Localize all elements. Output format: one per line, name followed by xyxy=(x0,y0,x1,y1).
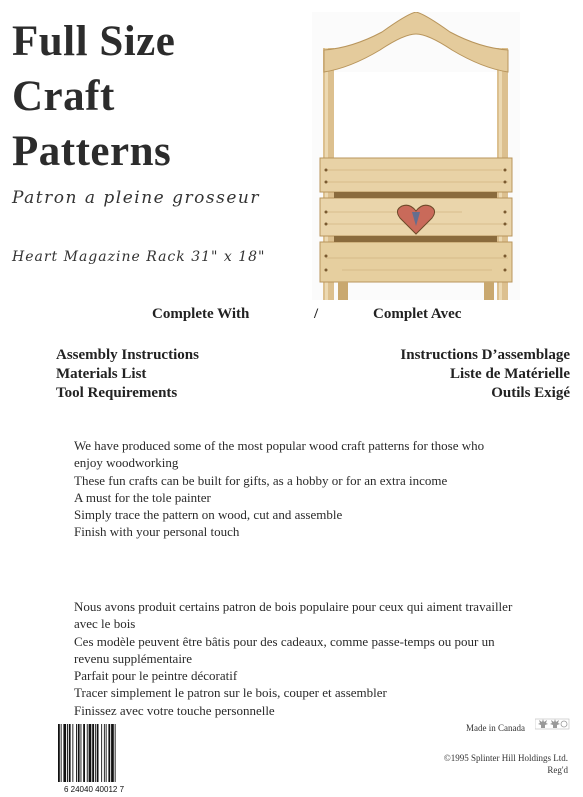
barcode-bar xyxy=(111,724,114,782)
barcode-bar xyxy=(97,724,99,782)
maple-leaf-icon xyxy=(535,717,571,731)
magazine-rack-photo xyxy=(312,12,520,300)
barcode-bar xyxy=(104,724,105,782)
list-item: Outils Exigé xyxy=(491,385,570,401)
product-name: Heart Magazine Rack 31" x 18" xyxy=(12,249,266,265)
barcode-bar xyxy=(78,724,80,782)
barcode-bar xyxy=(89,724,92,782)
title-line-1: Full Size xyxy=(12,18,176,65)
subtitle-french: Patron a pleine grosseur xyxy=(12,188,260,208)
pattern-title xyxy=(12,14,302,179)
barcode-bar xyxy=(108,724,110,782)
description-en xyxy=(74,437,514,541)
complete-with-en: Complete With xyxy=(152,306,250,322)
list-item: Materials List xyxy=(56,366,147,382)
description-line: Ces modèle peuvent être bâtis pour des cadeaux, comme passe-temps ou pour un revenu supplémentaire xyxy=(74,633,495,666)
description-line: Finissez avec votre touche personnelle xyxy=(74,702,275,718)
barcode xyxy=(56,724,132,794)
barcode-bar xyxy=(69,724,71,782)
list-item: Instructions D’assemblage xyxy=(400,347,570,363)
barcode-bar xyxy=(76,724,77,782)
barcode-bar xyxy=(92,724,94,782)
barcode-bar xyxy=(115,724,116,782)
description-fr xyxy=(74,598,514,719)
barcode-bar xyxy=(83,724,85,782)
description-line: These fun crafts can be built for gifts, as a hobby or for an extra income xyxy=(74,472,448,488)
barcode-bar xyxy=(101,724,102,782)
barcode-number: 6 24040 40012 7 xyxy=(63,785,125,794)
title-line-3: Patterns xyxy=(12,128,172,175)
made-in-canada: Made in Canada xyxy=(466,723,525,733)
barcode-bar xyxy=(95,724,96,782)
barcode-bar xyxy=(87,724,88,782)
barcode-bar xyxy=(72,724,73,782)
registered-text: Reg'd xyxy=(547,765,568,775)
description-line: Tracer simplement le patron sur le bois, couper et assembler xyxy=(74,685,387,701)
barcode-bar xyxy=(63,724,66,782)
barcode-bar xyxy=(106,724,107,782)
barcode-bar xyxy=(81,724,82,782)
barcode-bar xyxy=(61,724,62,782)
complete-with-fr: Complet Avec xyxy=(373,306,462,322)
includes-list-fr xyxy=(400,346,570,403)
description-line: A must for the tole painter xyxy=(74,489,211,505)
copyright-notice xyxy=(444,752,568,776)
complete-with-separator: / xyxy=(314,306,319,322)
description-line: We have produced some of the most popular wood craft patterns for those who enjoy woodworking xyxy=(74,438,485,471)
description-line: Parfait pour le peintre décoratif xyxy=(74,668,238,684)
description-line: Nous avons produit certains patron de bois populaire pour ceux qui aiment travailler avec le bois xyxy=(74,599,513,632)
title-line-2: Craft xyxy=(12,73,115,120)
list-item: Assembly Instructions xyxy=(56,347,199,363)
copyright-text: ©1995 Splinter Hill Holdings Ltd. xyxy=(443,753,568,763)
includes-list-en xyxy=(56,346,199,403)
barcode-bar xyxy=(58,724,60,782)
description-line: Finish with your personal touch xyxy=(74,524,240,540)
list-item: Tool Requirements xyxy=(56,385,178,401)
barcode-bar xyxy=(67,724,68,782)
description-line: Simply trace the pattern on wood, cut and assemble xyxy=(74,507,343,523)
list-item: Liste de Matérielle xyxy=(450,366,570,382)
